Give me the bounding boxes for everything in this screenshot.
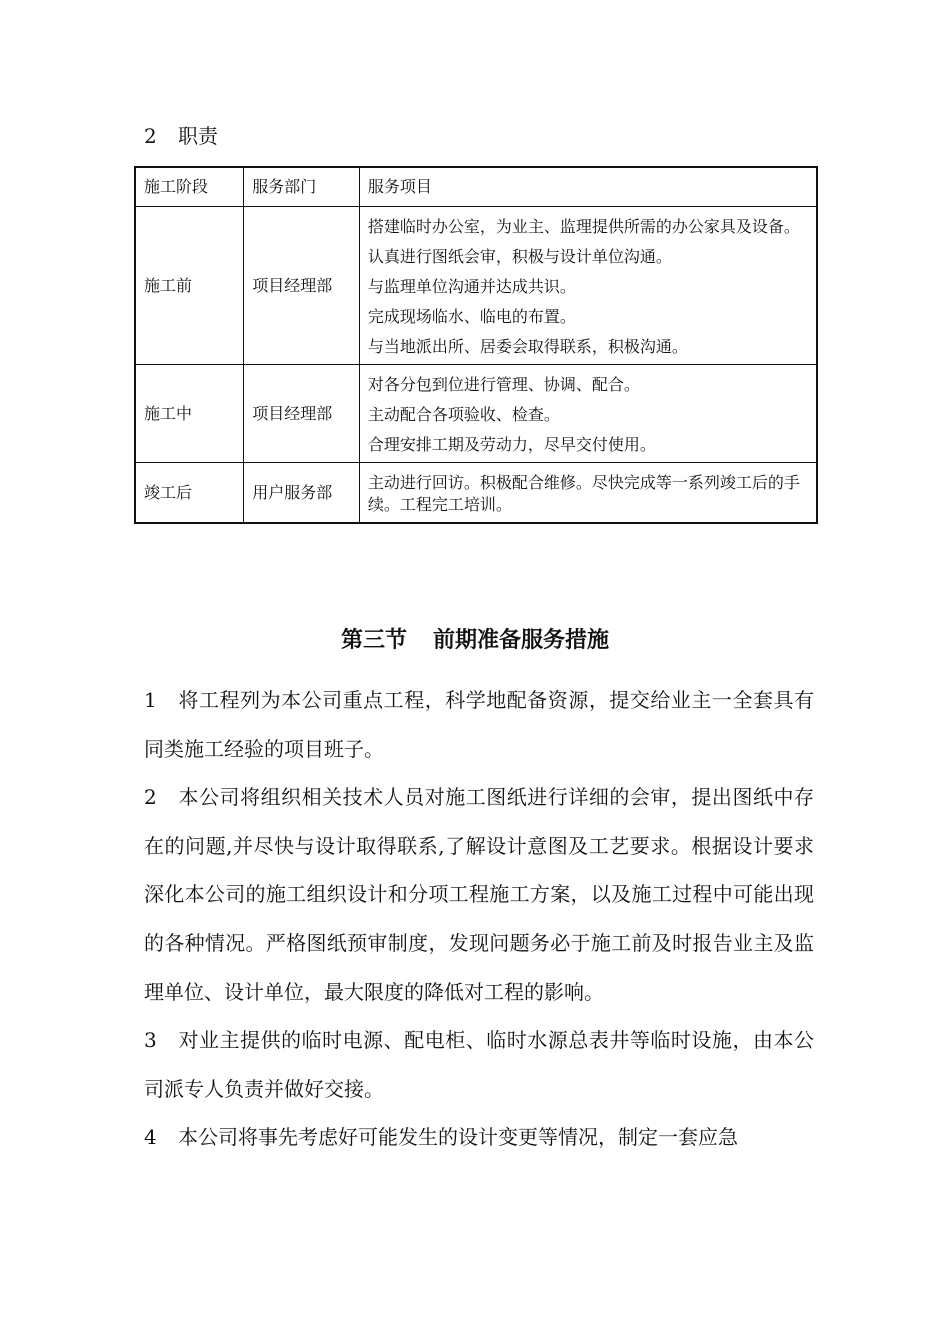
table-row	[135, 207, 817, 365]
service-item: 搭建临时办公室，为业主、监理提供所需的办公家具及设备。	[367, 217, 800, 236]
paragraph-text: 本公司将组织相关技术人员对施工图纸进行详细的会审，提出图纸中存在的问题,并尽快与设计取得联系,了解设计意图及工艺要求。根据设计要求深化本公司的施工组织设计和分项工程施工方案，以及施工过程中可能出现的各种情况。严格图纸预审制度，发现问题务必于施工前及时报告业主及监理单位、设计单位，最大限度的降低对工程的影响。	[144, 785, 814, 1004]
department-cell: 用户服务部	[244, 463, 360, 524]
service-item: 认真进行图纸会审，积极与设计单位沟通。	[367, 247, 672, 266]
service-items-cell	[359, 207, 817, 365]
paragraph-text: 对业主提供的临时电源、配电柜、临时水源总表井等临时设施，由本公司派专人负责并做好交接。	[144, 1028, 814, 1101]
paragraph-number: 4	[144, 1125, 157, 1150]
paragraph-number: 1	[144, 688, 157, 712]
paragraph	[144, 1016, 814, 1113]
service-item: 与当地派出所、居委会取得联系，积极沟通。	[367, 337, 688, 356]
paragraph	[144, 1113, 814, 1162]
header-service-items: 服务项目	[359, 167, 817, 207]
paragraph	[144, 773, 814, 1016]
department-cell: 项目经理部	[244, 365, 360, 463]
section-name: 前期准备服务措施	[433, 628, 610, 653]
table-row	[135, 365, 817, 463]
paragraph-number: 3	[144, 1028, 157, 1053]
table-header-row	[135, 167, 817, 207]
paragraph-number: 2	[144, 785, 157, 810]
department-cell: 项目经理部	[244, 207, 360, 365]
service-item: 完成现场临水、临电的布置。	[367, 307, 576, 326]
paragraph-text: 本公司将事先考虑好可能发生的设计变更等情况，制定一套应急	[178, 1125, 738, 1150]
paragraph	[144, 676, 814, 773]
paragraph-text: 将工程列为本公司重点工程，科学地配备资源，提交给业主一全套具有同类施工经验的项目班子。	[144, 688, 814, 761]
service-items-cell	[359, 463, 817, 524]
stage-cell: 竣工后	[135, 463, 244, 524]
header-stage: 施工阶段	[135, 167, 244, 207]
duties-table	[134, 166, 818, 524]
service-item: 合理安排工期及劳动力，尽早交付使用。	[367, 435, 656, 454]
service-item: 与监理单位沟通并达成共识。	[367, 277, 576, 296]
service-item: 主动进行回访。积极配合维修。尽快完成等一系列竣工后的手续。工程完工培训。	[367, 473, 800, 514]
section-title	[0, 624, 950, 658]
stage-cell: 施工中	[135, 365, 244, 463]
service-item: 主动配合各项验收、检查。	[367, 405, 560, 424]
table-row	[135, 463, 817, 524]
duties-heading-title: 职责	[178, 124, 218, 148]
section-label: 第三节	[340, 628, 407, 653]
service-items-cell	[359, 365, 817, 463]
document-body	[144, 676, 814, 1162]
header-department: 服务部门	[244, 167, 360, 207]
duties-heading-number: 2	[144, 124, 157, 148]
stage-cell: 施工前	[135, 207, 244, 365]
duties-heading	[144, 122, 218, 150]
service-item: 对各分包到位进行管理、协调、配合。	[367, 375, 640, 394]
